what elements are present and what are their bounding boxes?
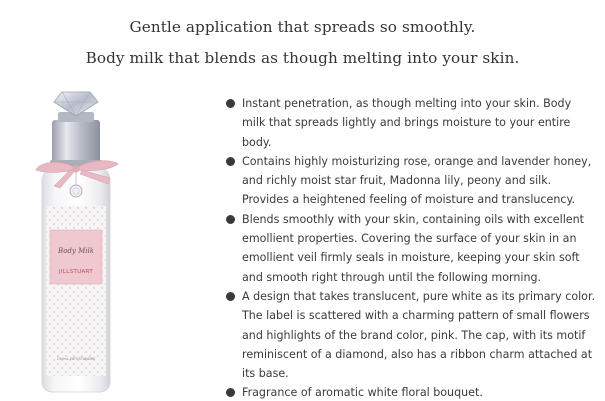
feature-text: Fragrance of aromatic white floral bouquet.	[242, 386, 483, 400]
ribbon-charm	[70, 185, 82, 197]
bottle-label	[46, 206, 106, 376]
feature-text: Blends smoothly with your skin, containing oils with excellent emollient properties. Covering the surface of your skin in an emollient veil firmly seals in moisture, keeping your skin soft and smooth right through until the following morning.	[242, 212, 584, 284]
feature-list	[225, 94, 597, 401]
headline-line-2: Body milk that blends as though melting into your skin.	[85, 49, 520, 67]
feature-text: Instant penetration, as though melting into your skin. Body milk that spreads lightly and brings moisture to your entire body.	[242, 97, 572, 149]
feature-text: Contains highly moisturizing rose, orange and lavender honey, and richly moist star fruit, Madonna lily, peony and silk. Provides a heightened feeling of moisture and translucency.	[242, 154, 592, 207]
label-brand-text: JILLSTUART	[58, 269, 94, 275]
bullet-icon	[226, 157, 235, 166]
feature-item	[225, 210, 597, 287]
feature-item	[225, 94, 597, 152]
bullet-icon	[226, 99, 235, 108]
headline-line-1: Gentle application that spreads so smoothly.	[129, 18, 476, 36]
bullet-icon	[226, 292, 235, 301]
feature-item	[225, 383, 597, 401]
feature-item	[225, 287, 597, 383]
bullet-icon	[226, 388, 235, 397]
bottle-cap	[50, 112, 102, 168]
feature-text: A design that takes translucent, pure white as its primary color. The label is scattered with a charming pattern of small flowers and highlights of the brand color, pink. The cap, with its motif reminiscent of a diamond, also has a ribbon charm attached at its base.	[242, 289, 596, 381]
product-bottle-image	[20, 78, 160, 398]
label-volume-text: 250mL NET/STANDRE	[56, 357, 96, 361]
label-script-text: Body Milk	[58, 247, 94, 255]
feature-item	[225, 152, 597, 210]
bullet-icon	[226, 215, 235, 224]
label-pink-panel	[50, 230, 102, 284]
